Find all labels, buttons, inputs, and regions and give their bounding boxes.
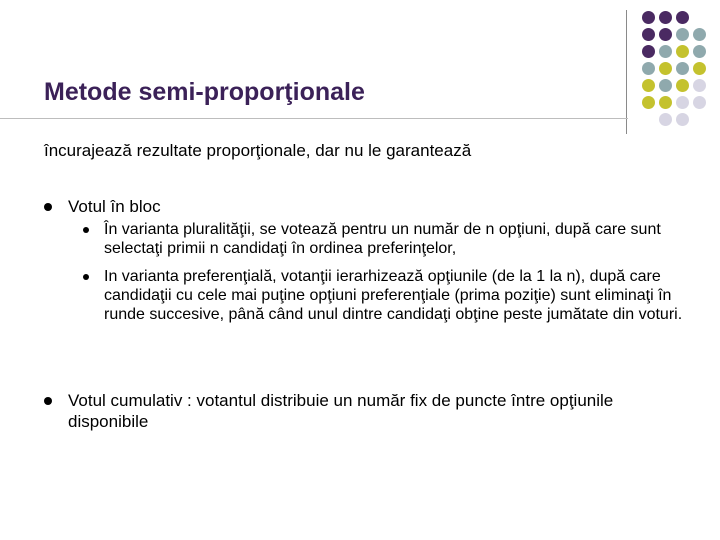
- dot-purple: [659, 11, 672, 24]
- dot-yellow: [659, 96, 672, 109]
- sub-bullet-dot: [83, 227, 89, 233]
- dot-purple: [642, 11, 655, 24]
- sub-bullet-dot: [83, 274, 89, 280]
- dot-teal: [676, 62, 689, 75]
- dot-lavender: [676, 96, 689, 109]
- dot-lavender: [693, 96, 706, 109]
- dot-teal: [659, 45, 672, 58]
- dot-teal: [693, 28, 706, 41]
- dot-lavender: [676, 113, 689, 126]
- bullet-cumulative-vote: Votul cumulativ : votantul distribuie un număr fix de puncte între opţiunile disponibile: [68, 391, 614, 431]
- dot-teal: [659, 79, 672, 92]
- dot-purple: [659, 28, 672, 41]
- dot-lavender: [659, 113, 672, 126]
- sub-bullet-plurality: În varianta pluralităţii, se votează pentru un număr de n opţiuni, după care sunt selectaţi primii n candidaţi în ordinea preferinţelor,: [104, 221, 661, 257]
- bullet-block-vote: Votul în bloc: [68, 197, 161, 216]
- dot-purple: [676, 11, 689, 24]
- sub-bullet-preferential: In varianta preferenţială, votanţii ierarhizează opţiunile (de la 1 la n), după care candidaţii cu cele mai puţine opţiuni preferenţiale (prima poziţie) sunt eliminaţi în runde succesive, până când unul dintre candidaţi obţine peste jumătate din voturi.: [104, 268, 683, 323]
- dot-teal: [642, 62, 655, 75]
- dot-yellow: [642, 79, 655, 92]
- vertical-divider: [626, 10, 627, 134]
- dot-yellow: [676, 79, 689, 92]
- dot-yellow: [693, 62, 706, 75]
- bullet-dot: [44, 203, 52, 211]
- slide-title: Metode semi-proporţionale: [44, 78, 365, 106]
- bullet-dot: [44, 397, 52, 405]
- dot-yellow: [659, 62, 672, 75]
- slide-subtitle: încurajează rezultate proporţionale, dar nu le garantează: [44, 141, 472, 160]
- dot-purple: [642, 45, 655, 58]
- dot-yellow: [642, 96, 655, 109]
- dot-teal: [676, 28, 689, 41]
- dot-purple: [642, 28, 655, 41]
- dot-yellow: [676, 45, 689, 58]
- dot-lavender: [693, 79, 706, 92]
- dot-teal: [693, 45, 706, 58]
- title-underline: [0, 118, 628, 119]
